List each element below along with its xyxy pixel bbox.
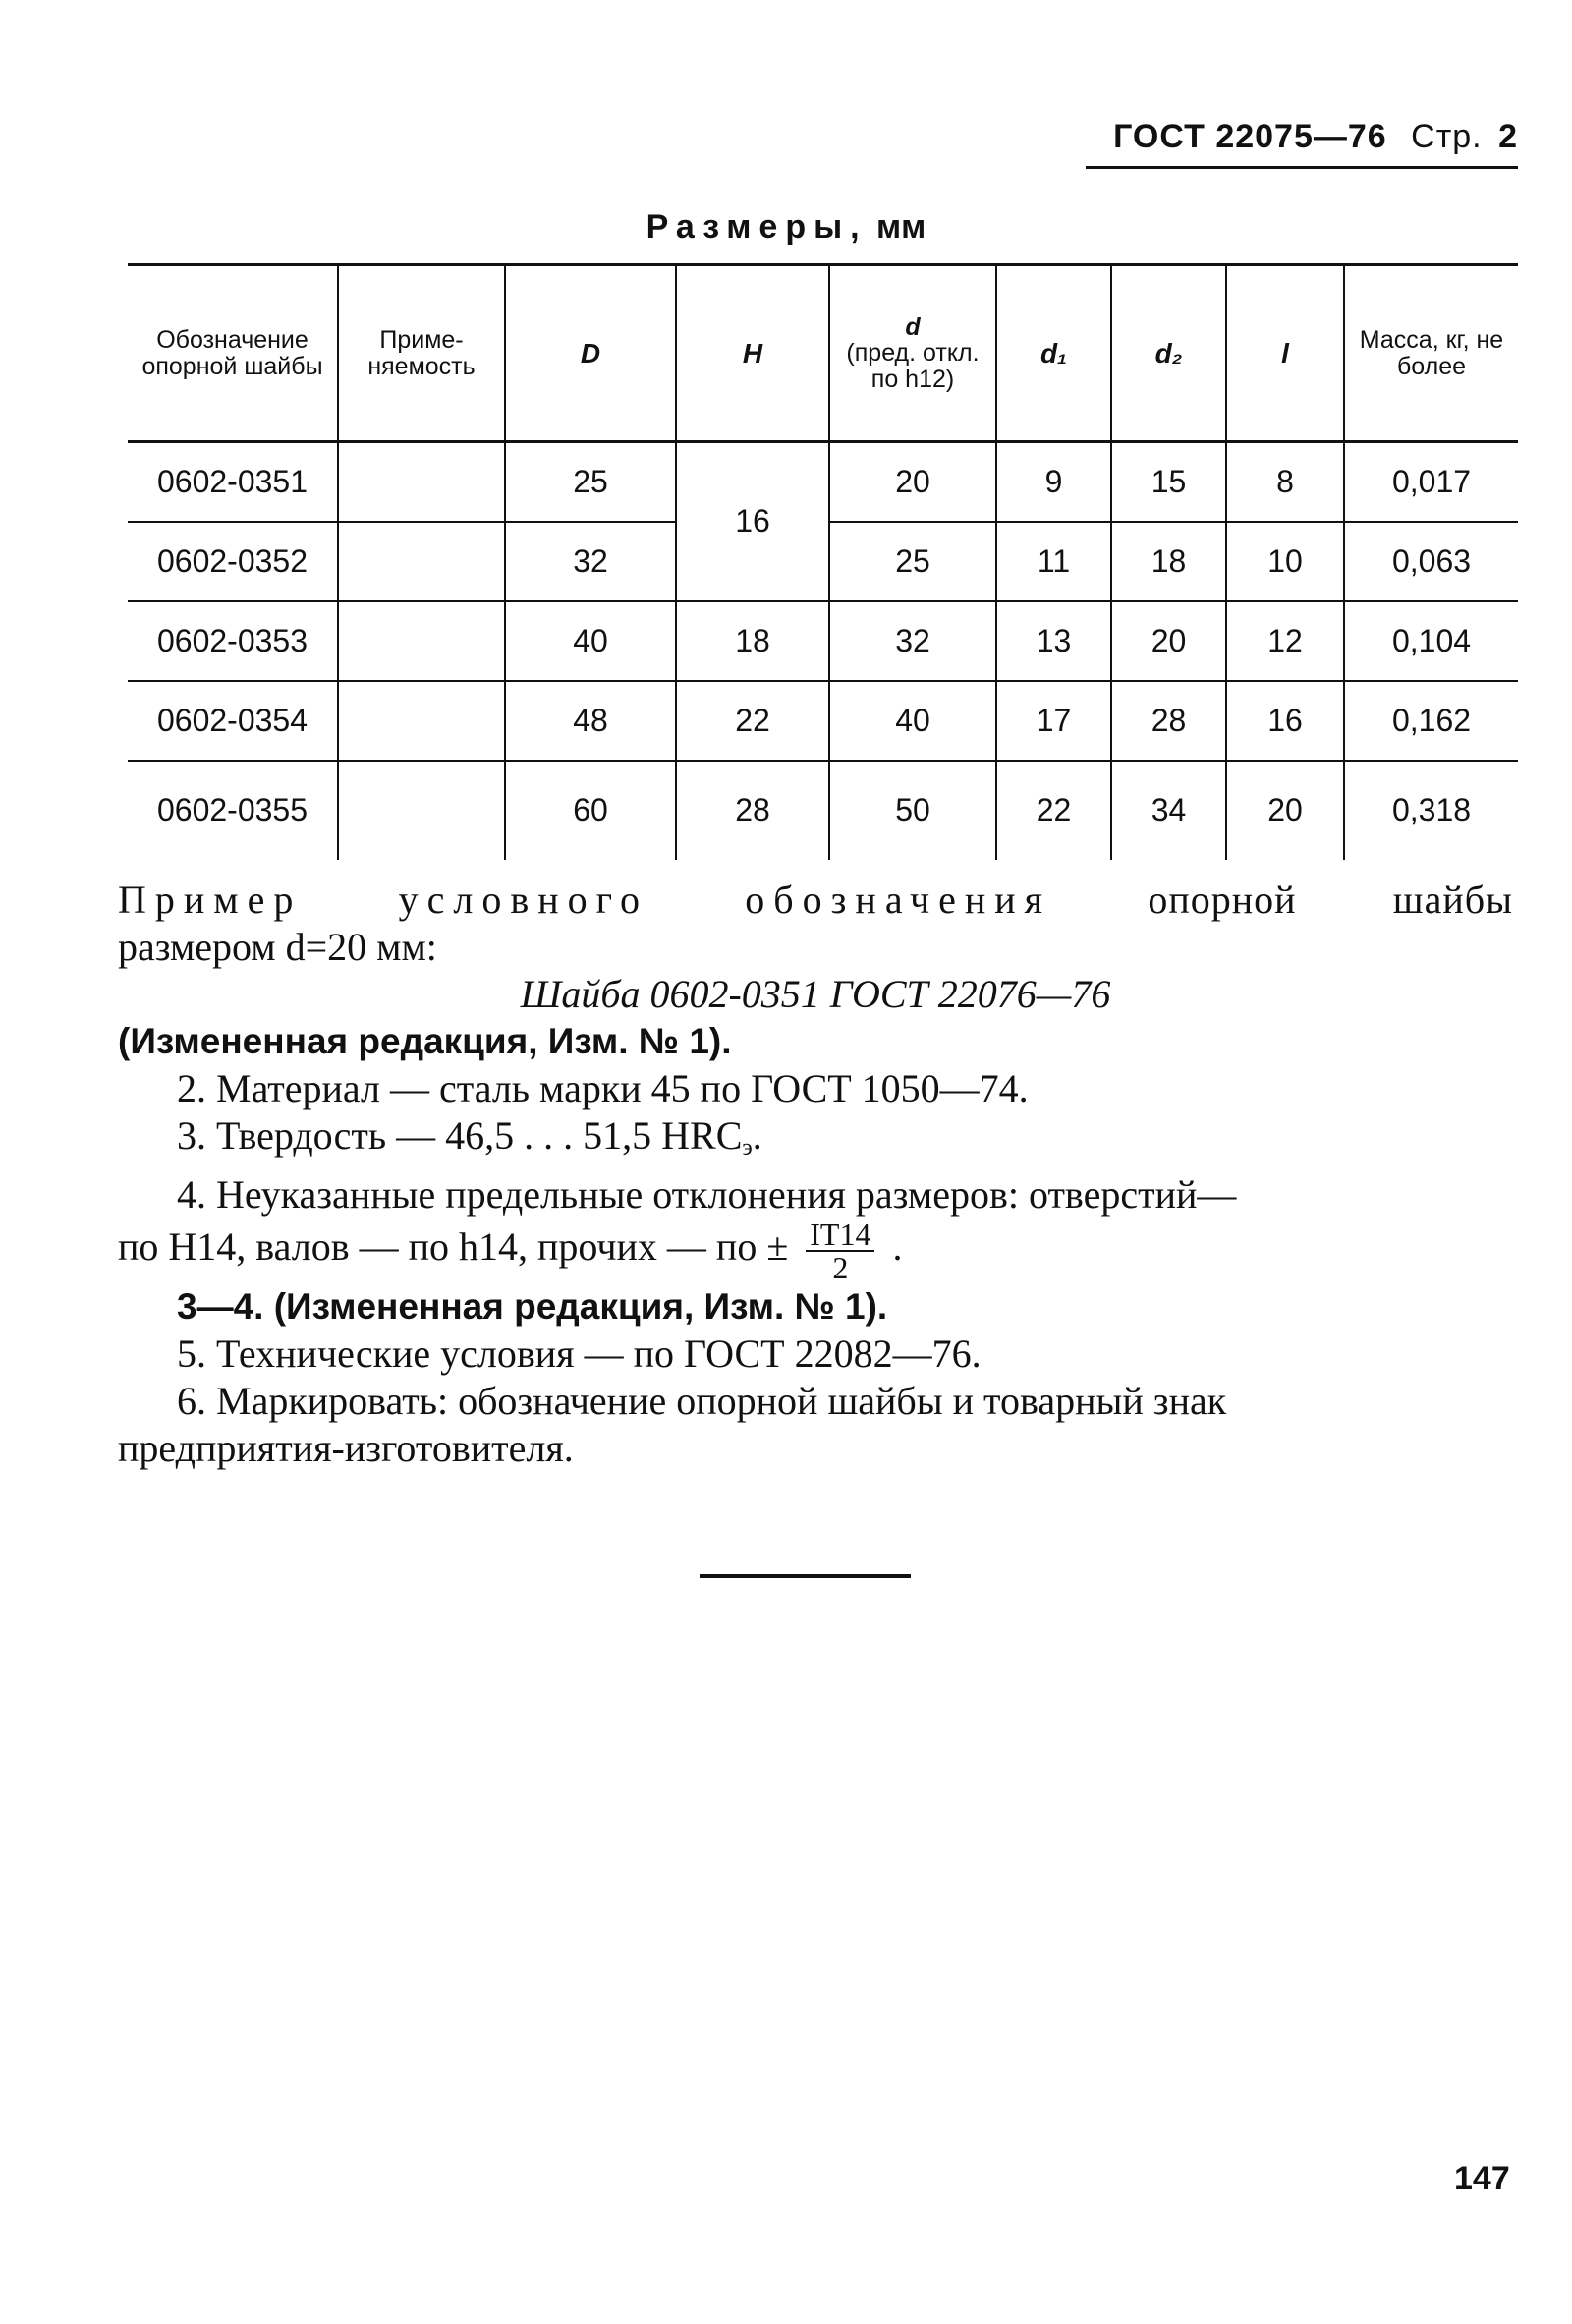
cell-H: 28 [676,761,829,860]
example-word-1: Пример [118,878,303,922]
cell-mass: 0,017 [1344,442,1518,522]
col-header-applicability: Приме-няемость [338,265,505,442]
change-note-1: (Измененная редакция, Изм. № 1). [118,1021,732,1061]
cell-l: 12 [1226,601,1344,681]
cell-d1: 13 [996,601,1111,681]
item-4-line-2: по H14, валов — по h14, прочих — по ± $\frac{IT14}{2}$ . [118,1217,903,1285]
cell-mass: 0,104 [1344,601,1518,681]
item-3-subscript: э [742,1135,753,1161]
item-4-text: по H14, валов — по h14, прочих — по ± [118,1224,789,1270]
table-row [128,601,1518,681]
col-header-l: l [1226,265,1344,442]
cell-D: 25 [505,442,676,522]
page-label: Стр. [1411,118,1483,155]
standard-number: 22075—76 [1215,118,1387,155]
col-header-d-symbol: d [905,313,921,342]
cell-d: 40 [829,681,996,761]
col-header-d [829,265,996,442]
fraction-numerator: IT14 [806,1219,874,1252]
cell-l: 8 [1226,442,1344,522]
cell-d2: 15 [1111,442,1226,522]
cell-d2: 20 [1111,601,1226,681]
dimensions-table [128,263,1518,860]
cell-D: 32 [505,522,676,601]
cell-designation: 0602-0355 [156,792,309,827]
cell-l: 20 [1226,761,1344,860]
cell-mass: 0,162 [1344,681,1518,761]
tolerance-fraction [806,1219,874,1283]
col-header-designation: Обозначение опорной шайбы [128,265,338,442]
cell-l: 16 [1226,681,1344,761]
cell-d1: 17 [996,681,1111,761]
example-word-2: условного [398,878,649,922]
example-word-5: шайбы [1392,878,1513,922]
cell-mass: 0,063 [1344,522,1518,601]
end-divider [700,1574,911,1578]
cell-applicability [338,442,505,522]
table-header-row [128,265,1518,442]
table-row [128,442,1518,522]
cell-d: 20 [829,442,996,522]
cell-H: 22 [676,681,829,761]
fraction-denominator: 2 [832,1250,849,1285]
standard-label: ГОСТ [1113,118,1206,155]
col-header-d-note: (пред. откл. по h12) [846,339,980,393]
cell-D: 60 [505,761,676,860]
col-header-mass: Масса, кг, не более [1344,265,1518,442]
item-3-text: 3. Твердость — 46,5 . . . 51,5 HRC [177,1113,743,1158]
example-size-line: размером d=20 мм: [118,925,437,969]
page-header [1086,118,1518,169]
item-3-hardness: 3. Твердость — 46,5 . . . 51,5 $HRC_э$. [177,1113,762,1161]
cell-d1: 9 [996,442,1111,522]
table-title-word: Размеры, [646,208,868,246]
body-text [118,877,1513,1472]
change-note-3-4: 3—4. (Измененная редакция, Изм. № 1). [177,1286,888,1327]
example-code: Шайба 0602-0351 ГОСТ 22076—76 [520,972,1111,1016]
cell-d: 25 [829,522,996,601]
cell-designation: 0602-0352 [128,522,338,601]
header-page-number: 2 [1498,118,1518,155]
item-5-conditions: 5. Технические условия — по ГОСТ 22082—76. [177,1332,982,1376]
cell-d2: 34 [1111,761,1226,860]
cell-d: 50 [829,761,996,860]
col-header-D: D [505,265,676,442]
table-row [128,761,1518,860]
cell-applicability [338,601,505,681]
example-word-4: опорной [1148,878,1297,922]
cell-d2: 28 [1111,681,1226,761]
cell-D: 48 [505,681,676,761]
cell-applicability [338,522,505,601]
table-title [0,208,1572,247]
cell-designation: 0602-0354 [128,681,338,761]
cell-designation: 0602-0353 [128,601,338,681]
item-6-line-1: 6. Маркировать: обозначение опорной шайбы и товарный знак [177,1379,1227,1423]
item-2-material: 2. Материал — сталь марки 45 по ГОСТ 1050—74. [177,1066,1029,1110]
cell-D: 40 [505,601,676,681]
col-header-H: H [676,265,829,442]
cell-H-merged: 16 [676,442,829,601]
cell-applicability [338,681,505,761]
cell-H: 18 [676,601,829,681]
table-title-unit: мм [876,208,926,246]
col-header-d1: d₁ [996,265,1111,442]
item-4-line-1: 4. Неуказанные предельные отклонения размеров: отверстий— [177,1172,1237,1217]
cell-d2: 18 [1111,522,1226,601]
item-6-line-2: предприятия-изготовителя. [118,1426,574,1470]
cell-d1: 22 [996,761,1111,860]
example-word-3: обозначения [745,878,1052,922]
cell-d: 32 [829,601,996,681]
example-heading-line [118,877,1513,924]
table-row [128,681,1518,761]
footer-page-number: 147 [1454,2160,1510,2197]
cell-l: 10 [1226,522,1344,601]
cell-d1: 11 [996,522,1111,601]
col-header-d2: d₂ [1111,265,1226,442]
cell-applicability [338,761,505,860]
cell-mass: 0,318 [1344,761,1518,860]
cell-designation: 0602-0351 [128,442,338,522]
